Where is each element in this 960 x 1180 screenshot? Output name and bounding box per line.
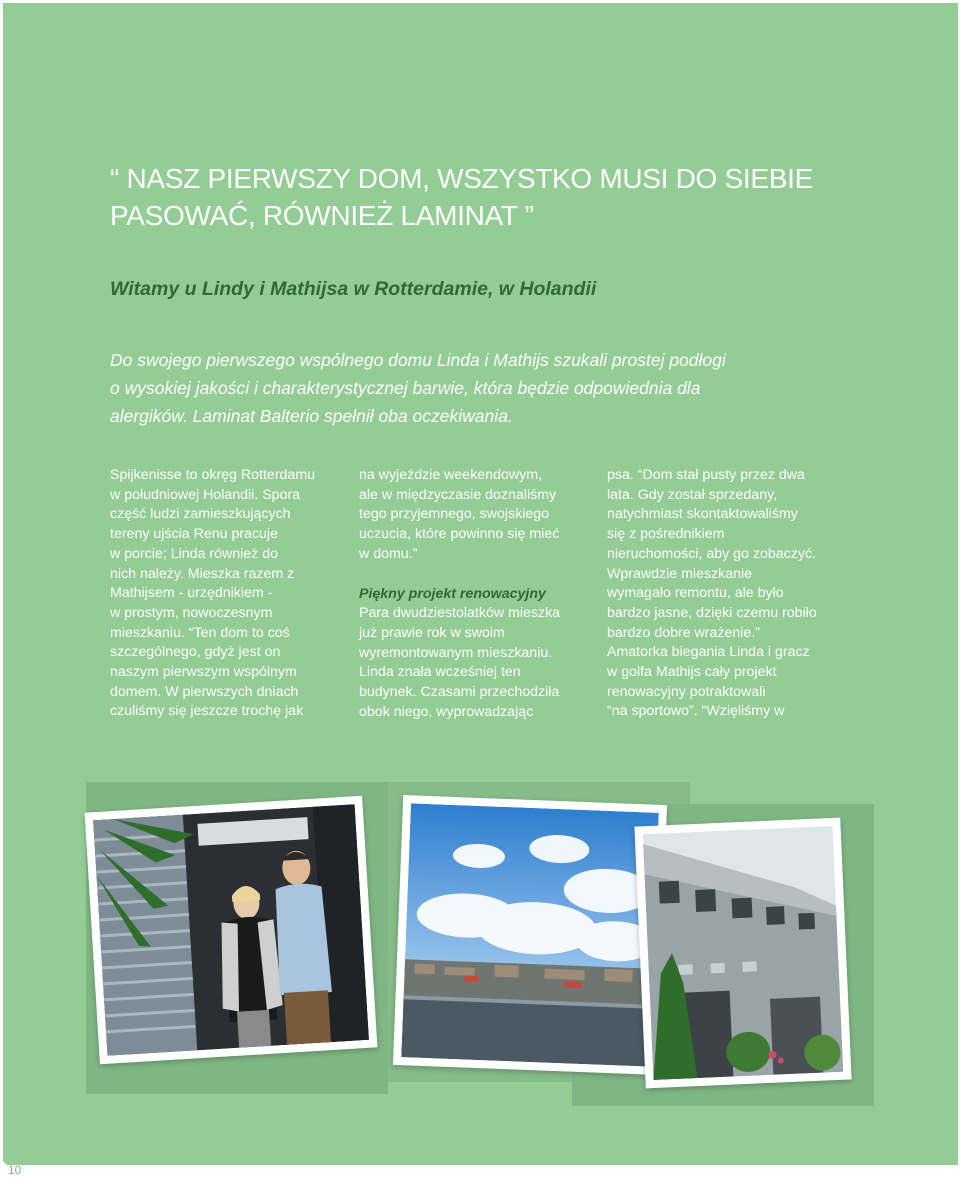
column-line: budynek. Czasami przechodziła (359, 684, 560, 701)
column-line: natychmiast skontaktowaliśmy (607, 506, 798, 523)
column-line: szczególnego, gdyż jest on (110, 644, 281, 661)
column-line: Para dwudziestolatków mieszka (359, 605, 561, 622)
column-line: uczucia, które powinno się mieć (359, 526, 560, 543)
column-line: Amatorka biegania Linda i gracz (607, 644, 810, 661)
column-line: Mathijsem - urzędnikiem - (110, 585, 273, 602)
photo-couple (85, 796, 378, 1065)
column-line: czuliśmy się jeszcze trochę jak (110, 703, 304, 720)
subtitle: Witamy u Lindy i Mathijsa w Rotterdamie, w Holandii (110, 278, 597, 300)
text-column-1 (110, 466, 340, 722)
column-line: “na sportowo”. “Wzięliśmy w (607, 703, 785, 720)
column-line: Spijkenisse to okręg Rotterdamu (110, 467, 316, 483)
section-heading: Piękny projekt renowacyjny (359, 585, 546, 602)
column-line: w prostym, nowoczesnym (110, 604, 273, 621)
column-line: naszym pierwszym wspólnym (110, 664, 297, 681)
column-line: w golfa Mathijs cały projekt (607, 664, 777, 681)
intro-paragraph (110, 346, 810, 430)
column-line: w domu.” (359, 545, 418, 562)
photo-harbour (393, 795, 667, 1075)
column-line: mieszkaniu. “Ten dom to coś (110, 624, 290, 641)
column-line: bardzo jasne, dzięki czemu robiło (607, 604, 817, 621)
building-illustration (643, 826, 844, 1080)
column-line: część ludzi zamieszkujących (110, 506, 291, 523)
column-line: już prawie rok w swoim (359, 624, 505, 641)
page-number: 10 (8, 1163, 22, 1177)
column-line: wyremontowanym mieszkaniu. (359, 644, 553, 661)
headline-quote (110, 160, 830, 234)
text-column-2 (359, 466, 589, 722)
column-line: tereny ujścia Renu pracuje (110, 526, 278, 543)
text-column-3 (607, 466, 837, 722)
column-line: w porcie; Linda również do (110, 545, 278, 562)
intro-line: alergików. Laminat Balterio spełnił oba oczekiwania. (110, 406, 513, 426)
column-line: na wyjeździe weekendowym, (359, 467, 542, 483)
column-line: nieruchomości, aby go zobaczyć. (607, 545, 816, 562)
column-line: wymagało remontu, ale było (607, 585, 784, 602)
intro-line: o wysokiej jakości i charakterystycznej barwie, która będzie odpowiednia dla (110, 378, 701, 398)
column-line: bardzo dobre wrażenie.” (607, 624, 760, 641)
intro-line: Do swojego pierwszego wspólnego domu Linda i Mathijs szukali prostej podłogi (110, 350, 726, 370)
column-line: psa. “Dom stał pusty przez dwa (607, 467, 805, 483)
column-line: tego przyjemnego, swojskiego (359, 506, 550, 523)
headline-line: “ NASZ PIERWSZY DOM, WSZYSTKO MUSI DO SIEBIE (110, 163, 813, 194)
column-line: ale w międzyczasie doznaliśmy (359, 486, 557, 503)
column-line: się z pośrednikiem (607, 526, 725, 543)
column-line: obok niego, wyprowadzając (359, 703, 534, 720)
column-line: Wprawdzie mieszkanie (607, 565, 753, 582)
column-line: Linda znała wcześniej ten (359, 664, 521, 681)
headline-line: PASOWAĆ, RÓWNIEŻ LAMINAT ” (110, 200, 534, 231)
column-line: nich należy. Mieszka razem z (110, 565, 295, 582)
harbour-illustration (401, 803, 659, 1066)
couple-illustration (93, 804, 369, 1056)
column-line: domem. W pierwszych dniach (110, 683, 299, 700)
column-line: renowacyjny potraktowali (607, 683, 766, 700)
column-line: lata. Gdy został sprzedany, (607, 486, 778, 503)
photo-building (634, 818, 851, 1089)
column-line: w południowej Holandii. Spora (110, 486, 301, 503)
